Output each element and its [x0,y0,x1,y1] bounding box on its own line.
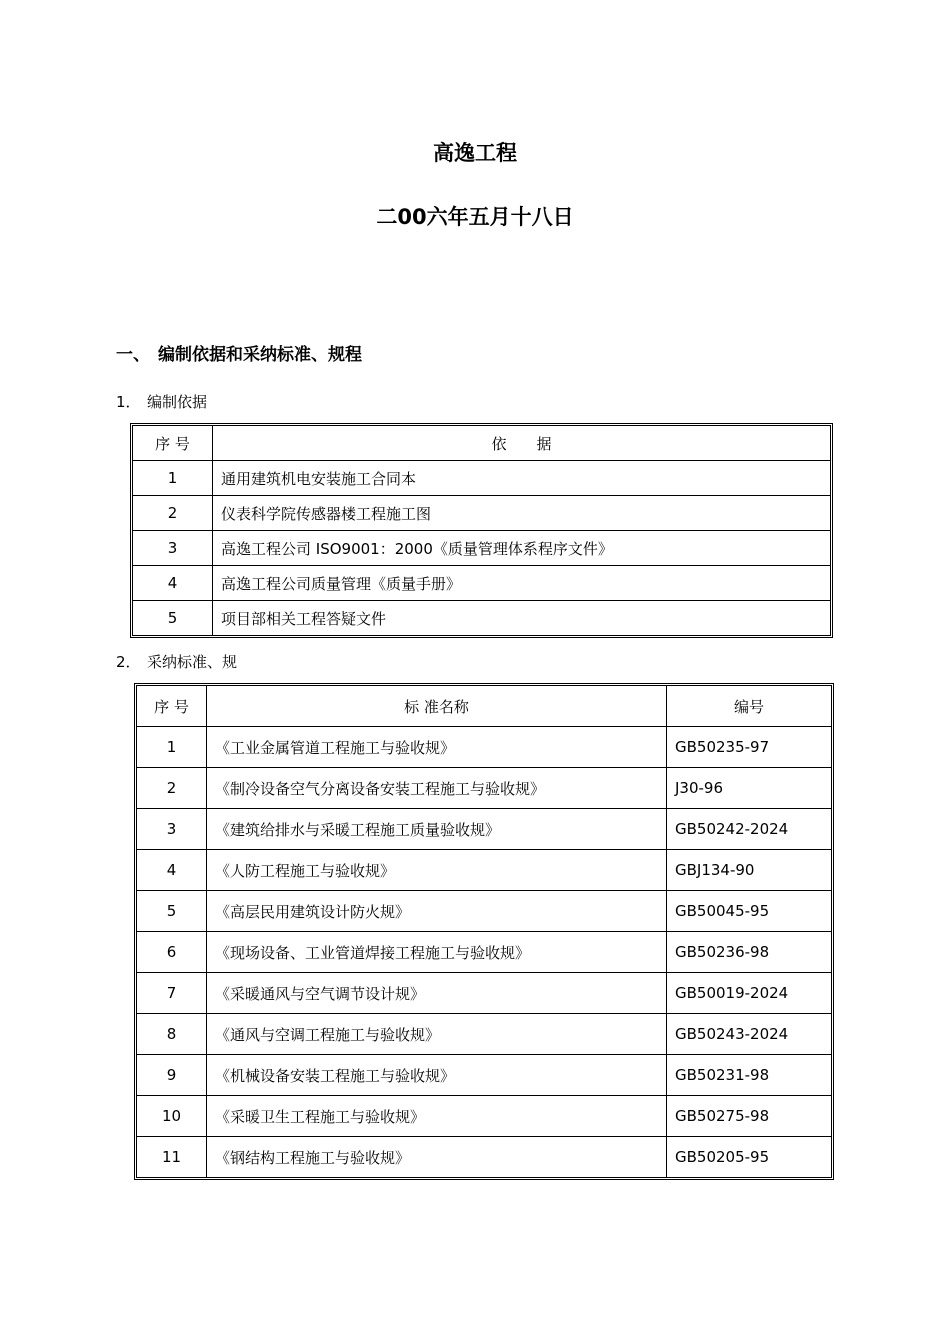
cell-no: 6 [137,932,207,973]
cell-code: GB50243-2024 [667,1014,831,1055]
cell-name: 《高层民用建筑设计防火规》 [207,891,667,932]
cell-code: J30-96 [667,768,831,809]
document-title: 高逸工程 [433,141,517,165]
cell-no: 1 [133,461,213,496]
cell-no: 5 [137,891,207,932]
table-row [137,973,831,1014]
table-row [133,531,830,566]
table-row [137,850,831,891]
cell-code: GB50275-98 [667,1096,831,1137]
section-heading [116,340,362,365]
cell-name: 《现场设备、工业管道焊接工程施工与验收规》 [207,932,667,973]
cell-no: 10 [137,1096,207,1137]
cell-basis: 项目部相关工程答疑文件 [221,609,387,628]
cell-basis: 高逸工程公司质量管理《质量手册》 [213,566,830,601]
cell-code: GB50235-97 [667,727,831,768]
cell-basis: 仪表科学院传感器楼工程施工图 [213,496,830,531]
cell-name: 《钢结构工程施工与验收规》 [207,1137,667,1177]
table-row [137,1137,831,1177]
subsection-title: 采纳标准、规 [147,653,238,671]
cell-no: 2 [137,768,207,809]
cell-code: GB50205-95 [675,1148,770,1166]
subsection-standards-heading [116,651,237,672]
cell-no: 2 [133,496,213,531]
header-cell-name: 标 准名称 [207,686,667,727]
standards-table [134,683,834,1180]
subsection-number: 1． [116,393,141,411]
cell-name: 《人防工程施工与验收规》 [207,850,667,891]
cell-basis: 高逸工程公司 ISO9001：2000《质量管理体系程序文件》 [213,531,830,566]
subsection-number: 2． [116,653,141,671]
cell-name: 《制冷设备空气分离设备安装工程施工与验收规》 [207,768,667,809]
cell-basis: 通用建筑机电安装施工合同本 [213,461,830,496]
cell-no: 4 [133,566,213,601]
table-row [133,496,830,531]
table-row [137,1055,831,1096]
cell-name: 《采暖卫生工程施工与验收规》 [207,1096,667,1137]
cell-no: 7 [137,973,207,1014]
document-date: 二00六年五月十八日 [376,205,574,229]
cell-no: 1 [137,727,207,768]
basis-table [130,423,833,638]
cell-no: 4 [137,850,207,891]
table-row [133,461,830,496]
table-row [137,891,831,932]
table-row [137,727,831,768]
cell-name: 《建筑给排水与采暖工程施工质量验收规》 [207,809,667,850]
header-cell-basis: 依 据 [213,426,830,461]
table-row [133,566,830,601]
table-header-row [137,686,831,727]
header-cell-code: 编号 [667,686,831,727]
cell-name: 《机械设备安装工程施工与验收规》 [207,1055,667,1096]
table-row [137,1014,831,1055]
cell-name: 《通风与空调工程施工与验收规》 [207,1014,667,1055]
cell-code: GB50045-95 [667,891,831,932]
cell-no: 5 [133,601,213,635]
cell-code: GB50236-98 [667,932,831,973]
table-header-row [133,426,830,461]
table-row [133,601,830,635]
cell-code: GB50019-2024 [667,973,831,1014]
subsection-basis-heading [116,391,207,412]
table-row [137,809,831,850]
section-number: 一、 [116,345,150,365]
header-cell-no: 序 号 [137,686,207,727]
cell-code: GBJ134-90 [667,850,831,891]
table-row [137,768,831,809]
subsection-title: 编制依据 [147,393,208,411]
cell-name: 《采暖通风与空气调节设计规》 [207,973,667,1014]
cell-code: GB50231-98 [667,1055,831,1096]
cell-no: 8 [137,1014,207,1055]
cell-code: GB50242-2024 [667,809,831,850]
header-cell-no: 序 号 [133,426,213,461]
table-row [137,1096,831,1137]
cell-name: 《工业金属管道工程施工与验收规》 [207,727,667,768]
section-title: 编制依据和采纳标准、规程 [158,345,362,365]
cell-no: 9 [137,1055,207,1096]
cell-no: 3 [133,531,213,566]
table-row [137,932,831,973]
cell-no: 11 [137,1137,207,1177]
cell-no: 3 [137,809,207,850]
